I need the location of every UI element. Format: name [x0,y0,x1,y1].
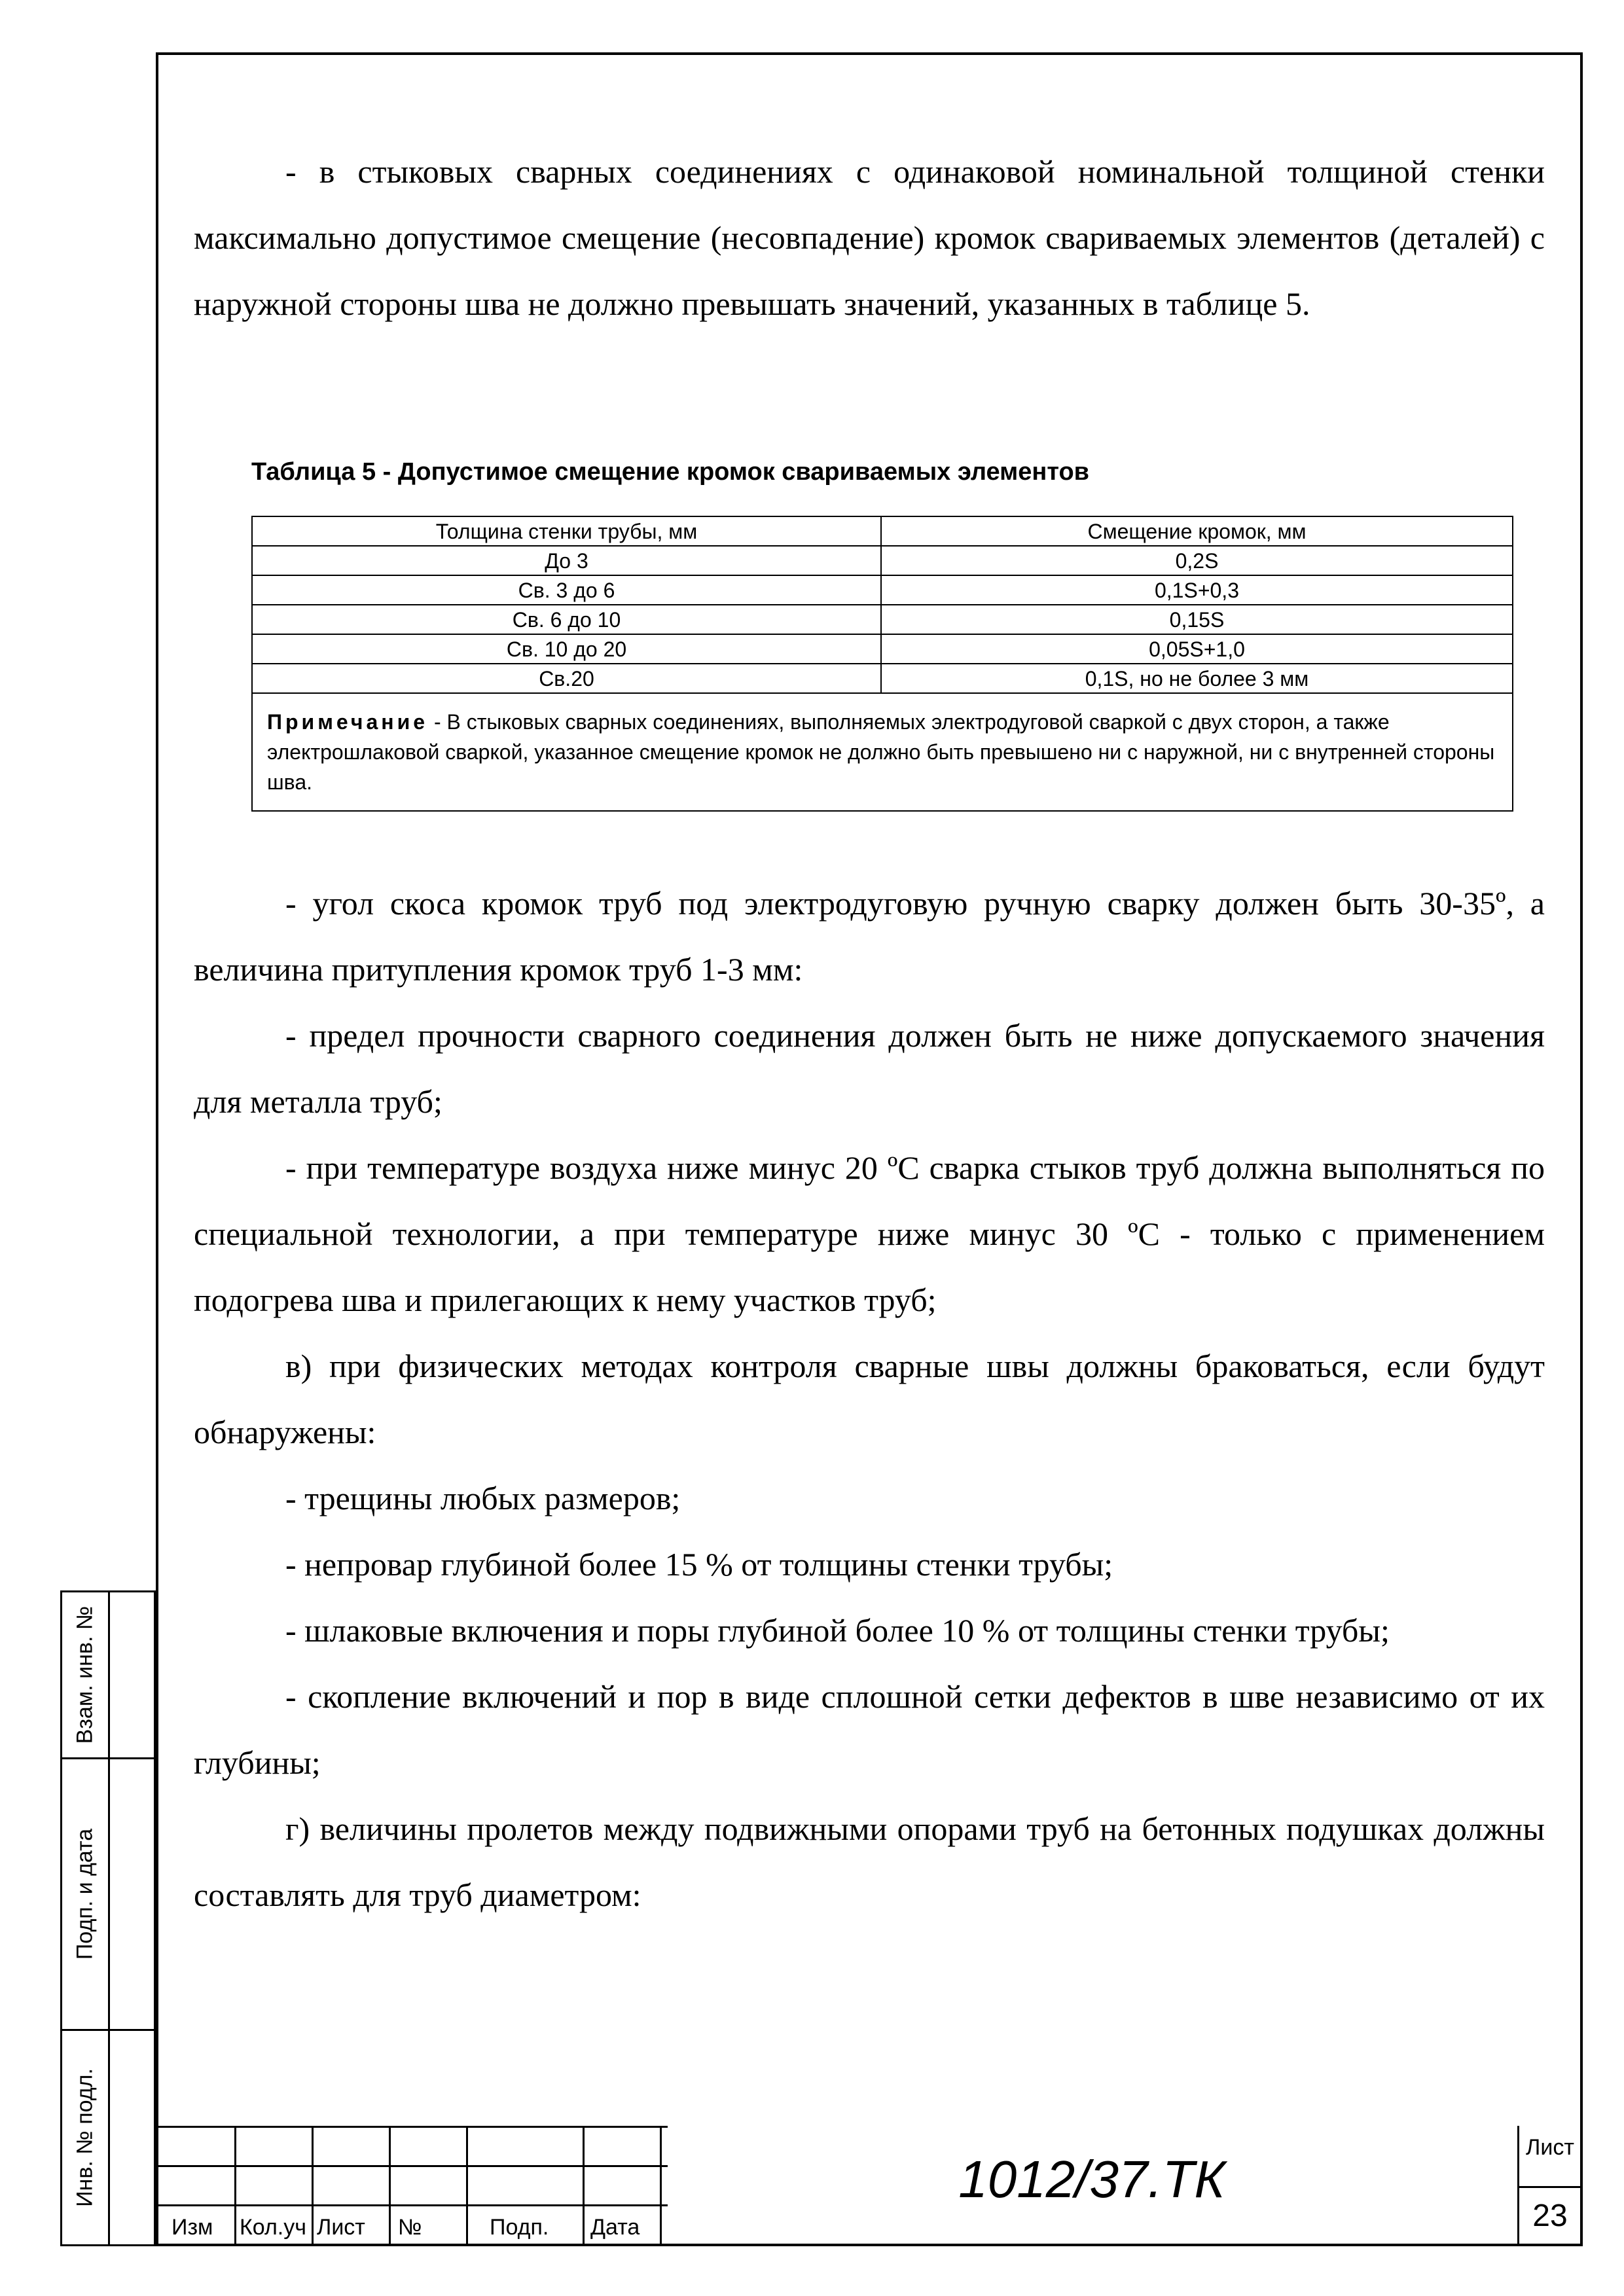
table-row [252,664,1513,693]
para-1: - в стыковых сварных соединениях с одинаковой номинальной толщиной стенки максимально допустимое смещение (несовпадение) кромок свариваемых элементов (деталей) с наружной стороны шва не должно превышать значений, указанных в таблице 5. [194,153,1545,322]
col-number: № [398,2215,422,2240]
table-note-row [252,693,1513,811]
col-podp: Подп. [490,2215,549,2240]
cell-thickness: Св.20 [252,664,881,693]
side-box-replacement [60,1590,156,1759]
para-strength: - предел прочности сварного соединения должен быть не ниже допускаемого значения для металла труб; [194,1017,1545,1120]
cell-offset: 0,1S+0,3 [881,575,1513,605]
cell-offset: 0,1S, но не более 3 мм [881,664,1513,693]
table-row [252,634,1513,664]
para-bevel-angle: - угол скоса кромок труб под электродуговую ручную сварку должен быть 30-35º, а величина притупления кромок труб 1-3 мм: [194,885,1545,988]
paragraph-offset-requirement [194,139,1545,337]
note-heading: Примечание [267,710,429,734]
para-pore-clusters: - скопление включений и пор в виде сплошной сетки дефектов в шве независимо от их глубины; [194,1678,1545,1781]
requirements-list [194,870,1545,1928]
col-list: Лист [317,2215,365,2240]
table-note [252,693,1513,811]
table-caption: Таблица 5 - Допустимое смещение кромок свариваемых элементов [251,458,1090,486]
header-wall-thickness: Толщина стенки трубы, мм [252,516,881,546]
para-inspection: в) при физических методах контроля сварные швы должны браковаться, если будут обнаружены: [194,1348,1545,1450]
col-kol-uch: Кол.уч [240,2215,306,2240]
cell-offset: 0,2S [881,546,1513,575]
cell-offset: 0,05S+1,0 [881,634,1513,664]
col-izm: Изм [171,2215,213,2240]
side-box-signature [60,1757,156,2031]
table-header-row [252,516,1513,546]
para-cracks: - трещины любых размеров; [285,1480,681,1516]
cell-thickness: Св. 3 до 6 [252,575,881,605]
para-temperature: - при температуре воздуха ниже минус 20 ºС сварка стыков труб должна выполняться по специальной технологии, а при температуре ниже минус 30 ºС - только с применением подогрева шва и прилегающих к нему участков труб; [194,1149,1545,1318]
table-row [252,575,1513,605]
header-edge-offset: Смещение кромок, мм [881,516,1513,546]
table-row [252,605,1513,634]
col-data: Дата [590,2215,640,2240]
offset-table [251,516,1513,812]
document-code: 1012/37.ТК [958,2150,1225,2208]
sheet-label: Лист [1526,2135,1574,2160]
side-box-inventory [60,2029,156,2246]
side-label-inv: Инв. № подл. [72,2068,98,2207]
para-slag-inclusions: - шлаковые включения и поры глубиной более 10 % от толщины стенки трубы; [285,1612,1390,1649]
side-label-podp: Подп. и дата [72,1828,98,1960]
sheet-number: 23 [1532,2198,1568,2233]
table-row [252,546,1513,575]
cell-thickness: До 3 [252,546,881,575]
side-label-vzam: Взам. инв. № [72,1605,98,1744]
para-support-spans: г) величины пролетов между подвижными опорами труб на бетонных подушках должны составлять для труб диаметром: [194,1810,1545,1913]
note-text: - В стыковых сварных соединениях, выполняемых электродуговой сваркой с двух сторон, а также электрошлаковой сваркой, указанное смещение кромок не должно быть превышено ни с наружной, ни с внутренней стороны шва. [267,710,1495,794]
para-lack-of-penetration: - непровар глубиной более 15 % от толщины стенки трубы; [285,1546,1113,1583]
cell-offset: 0,15S [881,605,1513,634]
cell-thickness: Св. 10 до 20 [252,634,881,664]
cell-thickness: Св. 6 до 10 [252,605,881,634]
